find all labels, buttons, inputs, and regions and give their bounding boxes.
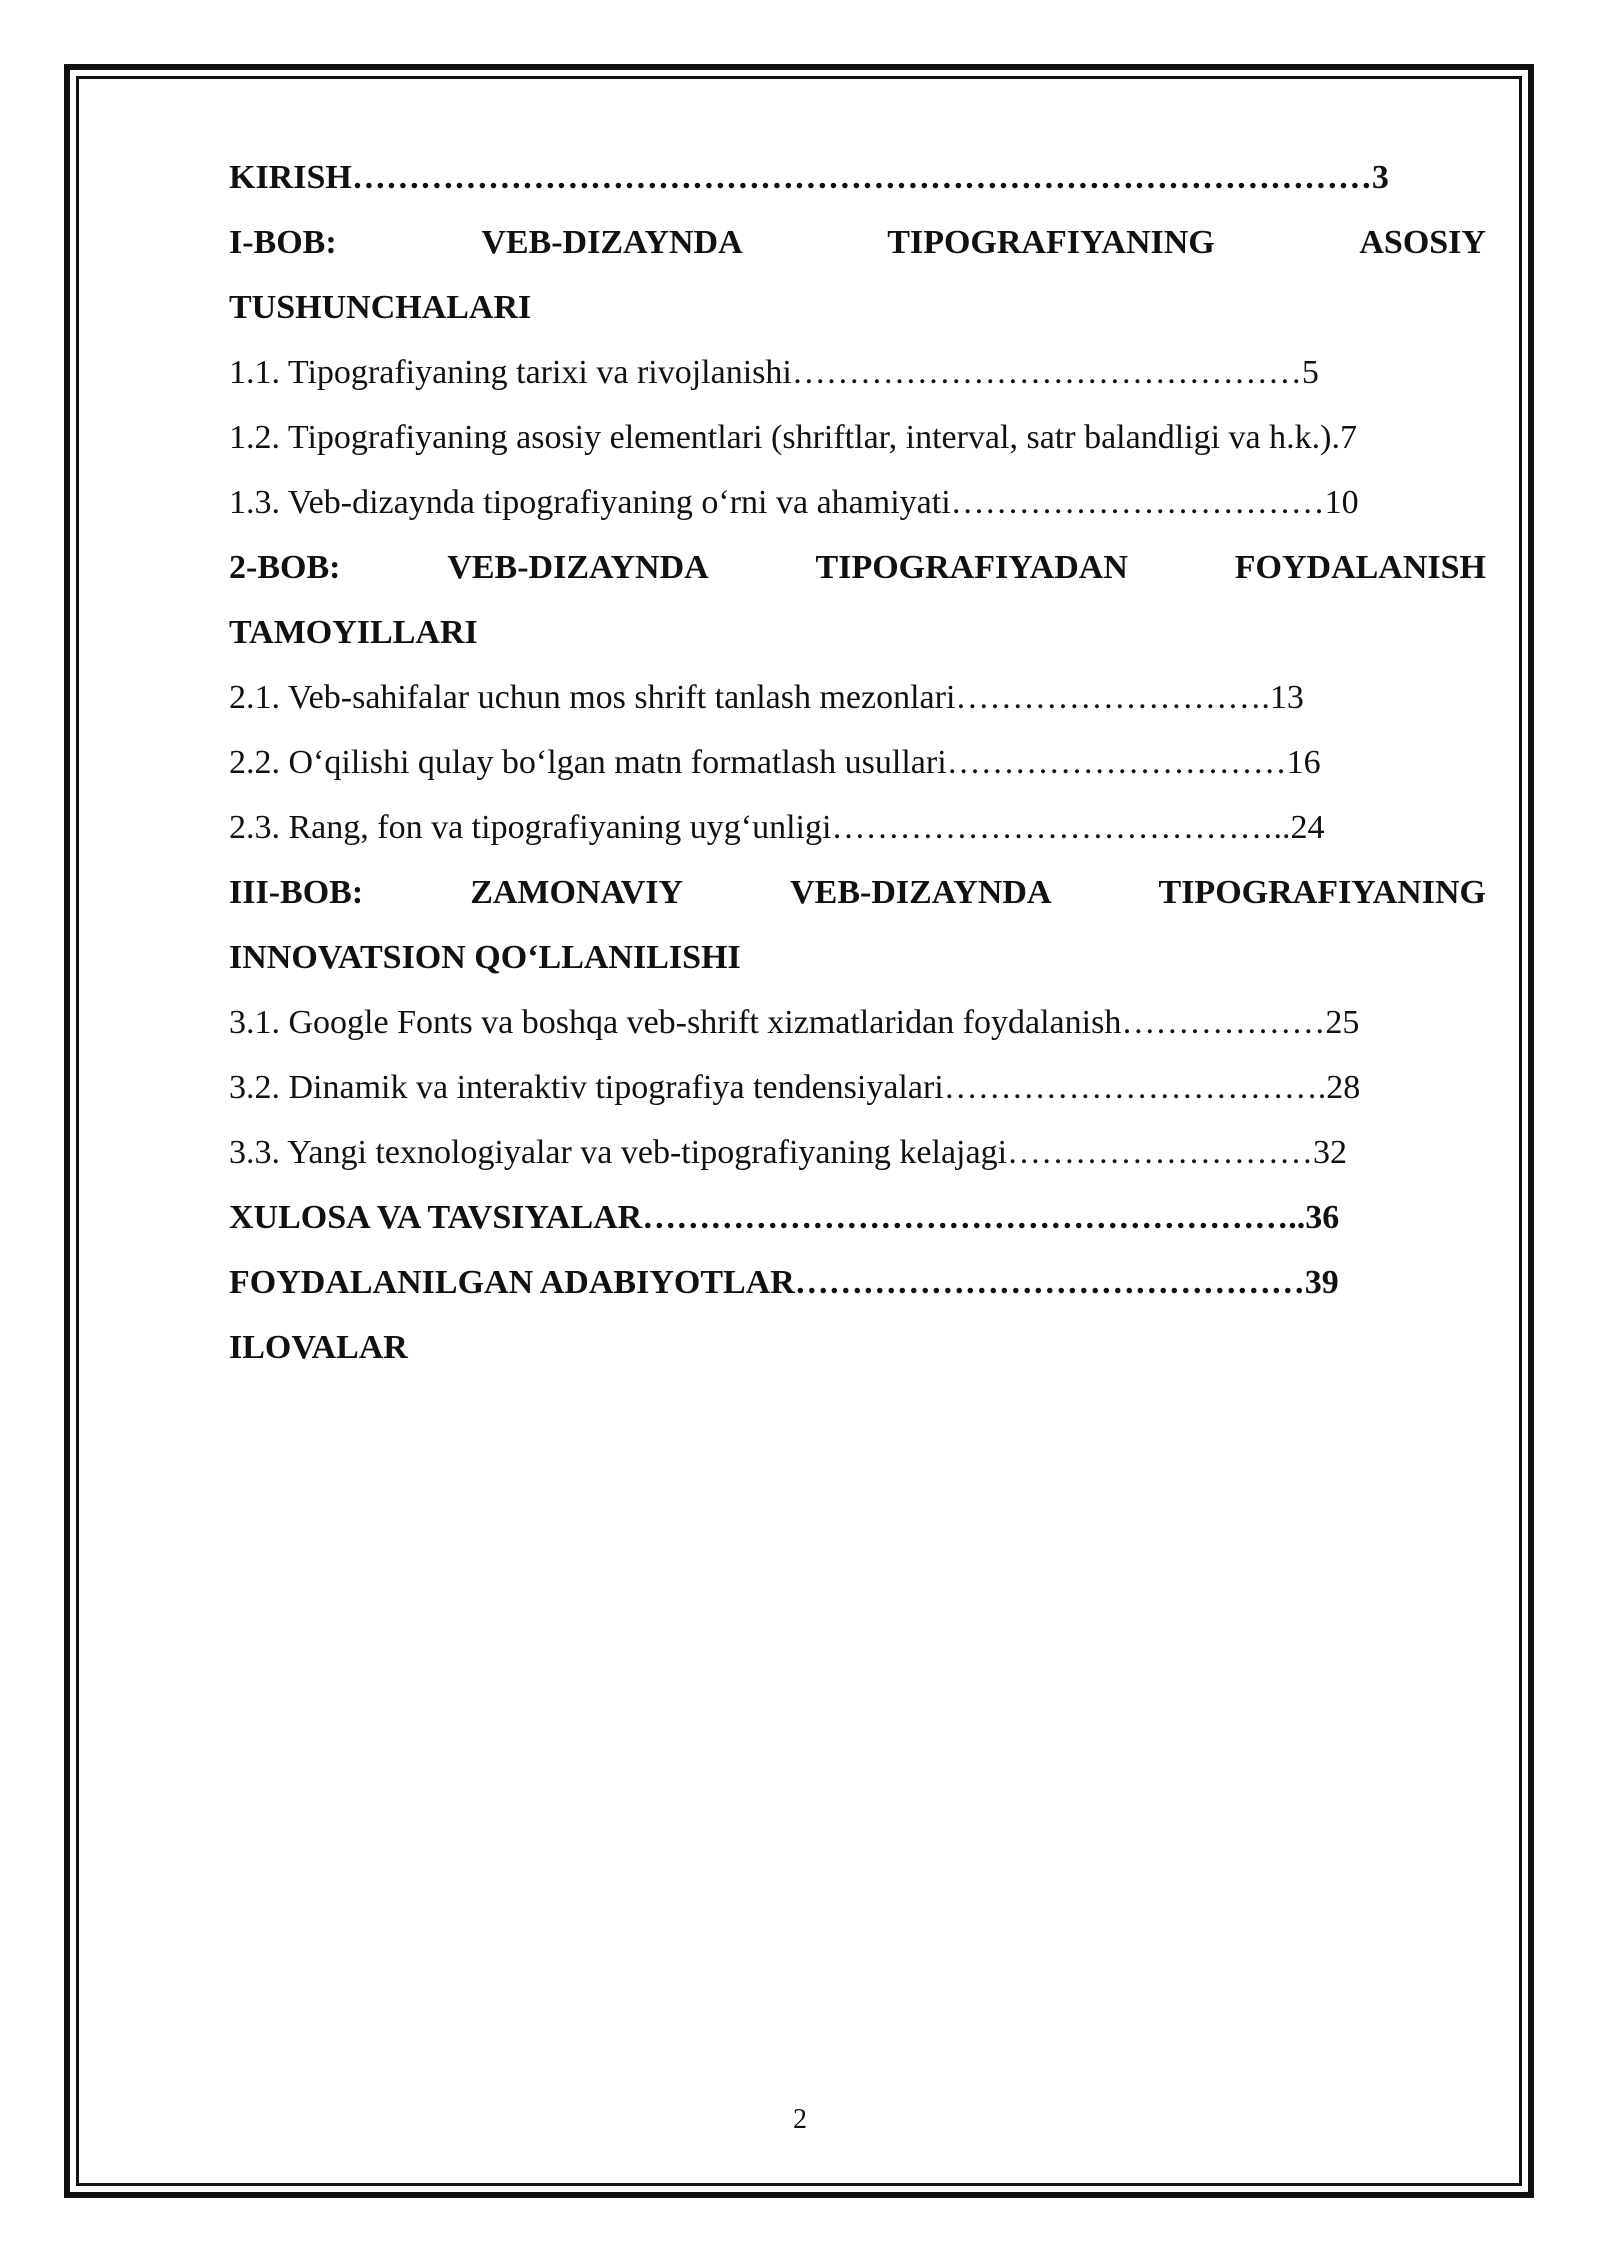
toc-entry-3-1: 3.1. Google Fonts va boshqa veb-shrift xizmatlaridan foydalanish………………25 [229, 1004, 1360, 1041]
toc-chapter-2-heading [229, 535, 1486, 600]
toc-entry-ilovalar: ILOVALAR [229, 1329, 408, 1366]
chapter-1-word: ASOSIY [1359, 224, 1486, 261]
chapter-3-word: VEB-DIZAYNDA [790, 874, 1052, 911]
toc-entry-kirish: KIRISH………………………………………………………………………………3 [229, 159, 1389, 196]
table-of-contents [229, 145, 1486, 1380]
chapter-1-word: I-BOB: [229, 224, 337, 261]
toc-entry-adabiyotlar: FOYDALANILGAN ADABIYOTLAR………………………………………39 [229, 1264, 1339, 1301]
chapter-1-word: VEB-DIZAYNDA [481, 224, 743, 261]
toc-chapter-2-continuation: TAMOYILLARI [229, 614, 478, 651]
toc-chapter-3-continuation: INNOVATSION QO‘LLANILISHI [229, 939, 741, 976]
chapter-2-word: TIPOGRAFIYADAN [815, 549, 1128, 586]
chapter-3-word: III-BOB: [229, 874, 364, 911]
chapter-2-word: FOYDALANISH [1234, 549, 1486, 586]
toc-entry-2-1: 2.1. Veb-sahifalar uchun mos shrift tanlash mezonlari……………………….13 [229, 679, 1304, 716]
chapter-2-word: 2-BOB: [229, 549, 341, 586]
chapter-1-word: TIPOGRAFIYANING [887, 224, 1215, 261]
page-number: 2 [793, 2104, 807, 2135]
chapter-2-word: VEB-DIZAYNDA [447, 549, 709, 586]
toc-entry-1-2: 1.2. Tipografiyaning asosiy elementlari (shriftlar, interval, satr balandligi va h.k.).7 [229, 419, 1357, 456]
toc-entry-3-2: 3.2. Dinamik va interaktiv tipografiya tendensiyalari…………………………….28 [229, 1069, 1361, 1106]
toc-entry-1-1: 1.1. Tipografiyaning tarixi va rivojlanishi………………………………………5 [229, 354, 1319, 391]
chapter-3-word: TIPOGRAFIYANING [1158, 874, 1486, 911]
toc-entry-2-2: 2.2. O‘qilishi qulay bo‘lgan matn formatlash usullari…………………………16 [229, 744, 1321, 781]
toc-entry-3-3: 3.3. Yangi texnologiyalar va veb-tipografiyaning kelajagi………………………32 [229, 1134, 1348, 1171]
toc-entry-xulosa: XULOSA VA TAVSIYALAR…………………………………………………..36 [229, 1199, 1340, 1236]
toc-entry-2-3: 2.3. Rang, fon va tipografiyaning uyg‘unligi…………………………………..24 [229, 809, 1325, 846]
chapter-3-word: ZAMONAVIY [470, 874, 684, 911]
toc-chapter-1-heading [229, 210, 1486, 275]
toc-chapter-1-continuation: TUSHUNCHALARI [229, 289, 532, 326]
toc-entry-1-3: 1.3. Veb-dizaynda tipografiyaning o‘rni va ahamiyati……………………………10 [229, 484, 1359, 521]
toc-chapter-3-heading [229, 860, 1486, 925]
